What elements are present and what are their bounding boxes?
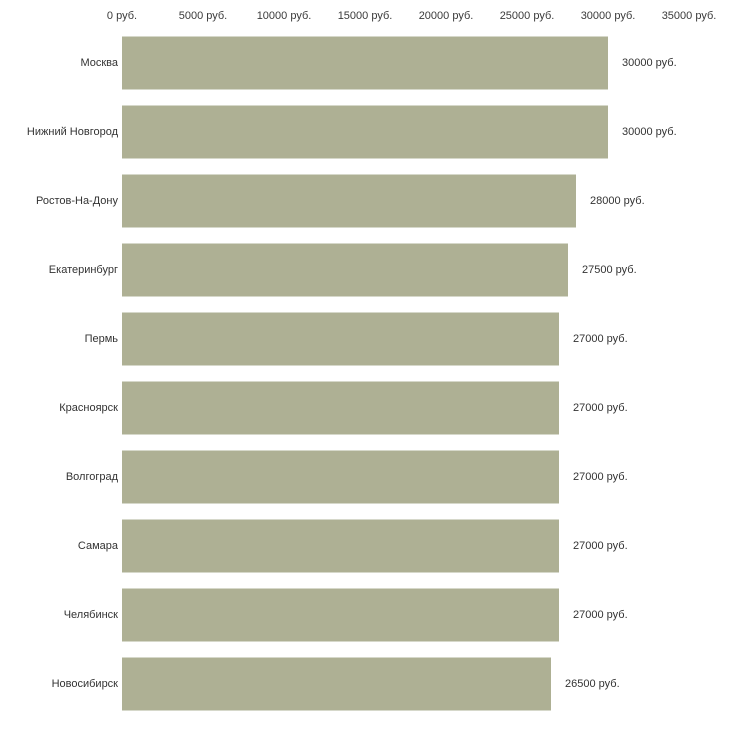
bar[interactable] [122,312,559,365]
bar-row [0,235,730,304]
bar[interactable] [122,243,568,296]
bar-value-label: 27000 руб. [573,470,628,483]
bar-value-label: 30000 руб. [622,56,677,69]
bar[interactable] [122,519,559,572]
bar[interactable] [122,105,608,158]
bar-value-label: 27000 руб. [573,332,628,345]
category-label: Москва [80,56,118,69]
bar-row [0,649,730,718]
bar-value-label: 28000 руб. [590,194,645,207]
category-label: Пермь [84,332,118,345]
category-label: Новосибирск [51,677,118,690]
bar[interactable] [122,450,559,503]
x-axis-top [0,0,730,28]
bar-value-label: 27000 руб. [573,401,628,414]
x-tick-label: 10000 руб. [256,10,312,22]
x-tick-label: 15000 руб. [337,10,393,22]
x-tick-label: 5000 руб. [178,10,228,22]
x-tick-label: 20000 руб. [418,10,474,22]
category-label: Красноярск [59,401,118,414]
bar-row [0,442,730,511]
bar-value-label: 26500 руб. [565,677,620,690]
bar-row [0,28,730,97]
bar[interactable] [122,174,576,227]
bar-value-label: 27000 руб. [573,539,628,552]
category-label: Ростов-На-Дону [35,194,118,207]
category-label: Челябинск [63,608,118,621]
plot-area [0,28,730,718]
bar[interactable] [122,36,608,89]
bar-row [0,373,730,442]
x-tick-label: 25000 руб. [499,10,555,22]
bar-value-label: 27500 руб. [582,263,637,276]
x-tick-label: 30000 руб. [580,10,636,22]
bar[interactable] [122,657,551,710]
bar-value-label: 27000 руб. [573,608,628,621]
category-label: Самара [77,539,118,552]
category-label: Волгоград [65,470,118,483]
bar-row [0,304,730,373]
x-tick-label: 35000 руб. [661,10,717,22]
bar-row [0,97,730,166]
category-label: Нижний Новгород [26,125,118,138]
bar-row [0,580,730,649]
category-label: Екатеринбург [48,263,118,276]
bar-row [0,166,730,235]
bar-row [0,511,730,580]
x-tick-label: 0 руб. [106,10,138,22]
bar[interactable] [122,588,559,641]
bar[interactable] [122,381,559,434]
bar-value-label: 30000 руб. [622,125,677,138]
